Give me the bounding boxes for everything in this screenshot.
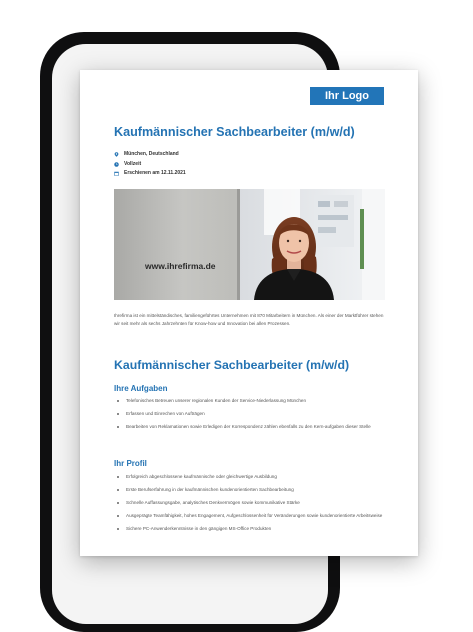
tasks-list [114,397,386,436]
clock-icon [114,162,119,167]
hero-photo [114,189,385,300]
list-item: Erste Berufserfahrung in der kaufmännischen kundenorientierten Sachbearbeitung [114,486,386,493]
company-intro: Ihrefirma ist ein mittelständisches, familiengeführtes Unternehmen mit 870 Mitarbeitern in München. Als einer der Marktführer stehen wir seit mehr als sechs Jahrzehnten für Know-how und Innovation bei allen Prozessen. [114,313,384,326]
meta-employment-text: Vollzeit [124,161,142,167]
company-logo: Ihr Logo [310,87,384,105]
list-item: Ausgeprägte Teamfähigkeit, hohes Engagement, Aufgeschlossenheit für Veränderungen sowie kundenorientierte Arbeitsweise [114,512,386,519]
meta-location [114,151,179,157]
location-pin-icon [114,152,119,157]
section-title: Kaufmännischer Sachbearbeiter (m/w/d) [114,358,350,372]
list-item: Telefonisches Betreuen unserer regionalen Kunden der Service-Niederlassung München [114,397,386,404]
meta-location-text: München, Deutschland [124,151,179,157]
tasks-heading: Ihre Aufgaben [114,384,168,393]
meta-published [114,170,186,176]
list-item: Bearbeiten von Reklamationen sowie Erledigen der Korrespondenz zählen ebenfalls zu den Kern-aufgaben dieser Stelle [114,423,386,430]
list-item: Sichere PC-Anwenderkenntnisse in den gängigen MS-Office Produkten [114,525,386,532]
meta-employment [114,161,141,167]
photo-watermark: www.ihrefirma.de [145,261,216,271]
list-item: Erfassen und Einrechen von Aufträgen [114,410,386,417]
profile-list [114,473,386,538]
job-posting-document [80,70,418,556]
calendar-icon [114,171,119,176]
profile-heading: Ihr Profil [114,459,147,468]
list-item: Schnelle Auffassungsgabe, analytisches Denkvermögen sowie kommunikative Stärke [114,499,386,506]
meta-published-text: Erschienen am 12.11.2021 [124,170,186,176]
list-item: Erfolgreich abgeschlossene kaufmännische oder gleichwertige Ausbildung [114,473,386,480]
office-photo [114,189,385,300]
job-title: Kaufmännischer Sachbearbeiter (m/w/d) [114,125,355,139]
